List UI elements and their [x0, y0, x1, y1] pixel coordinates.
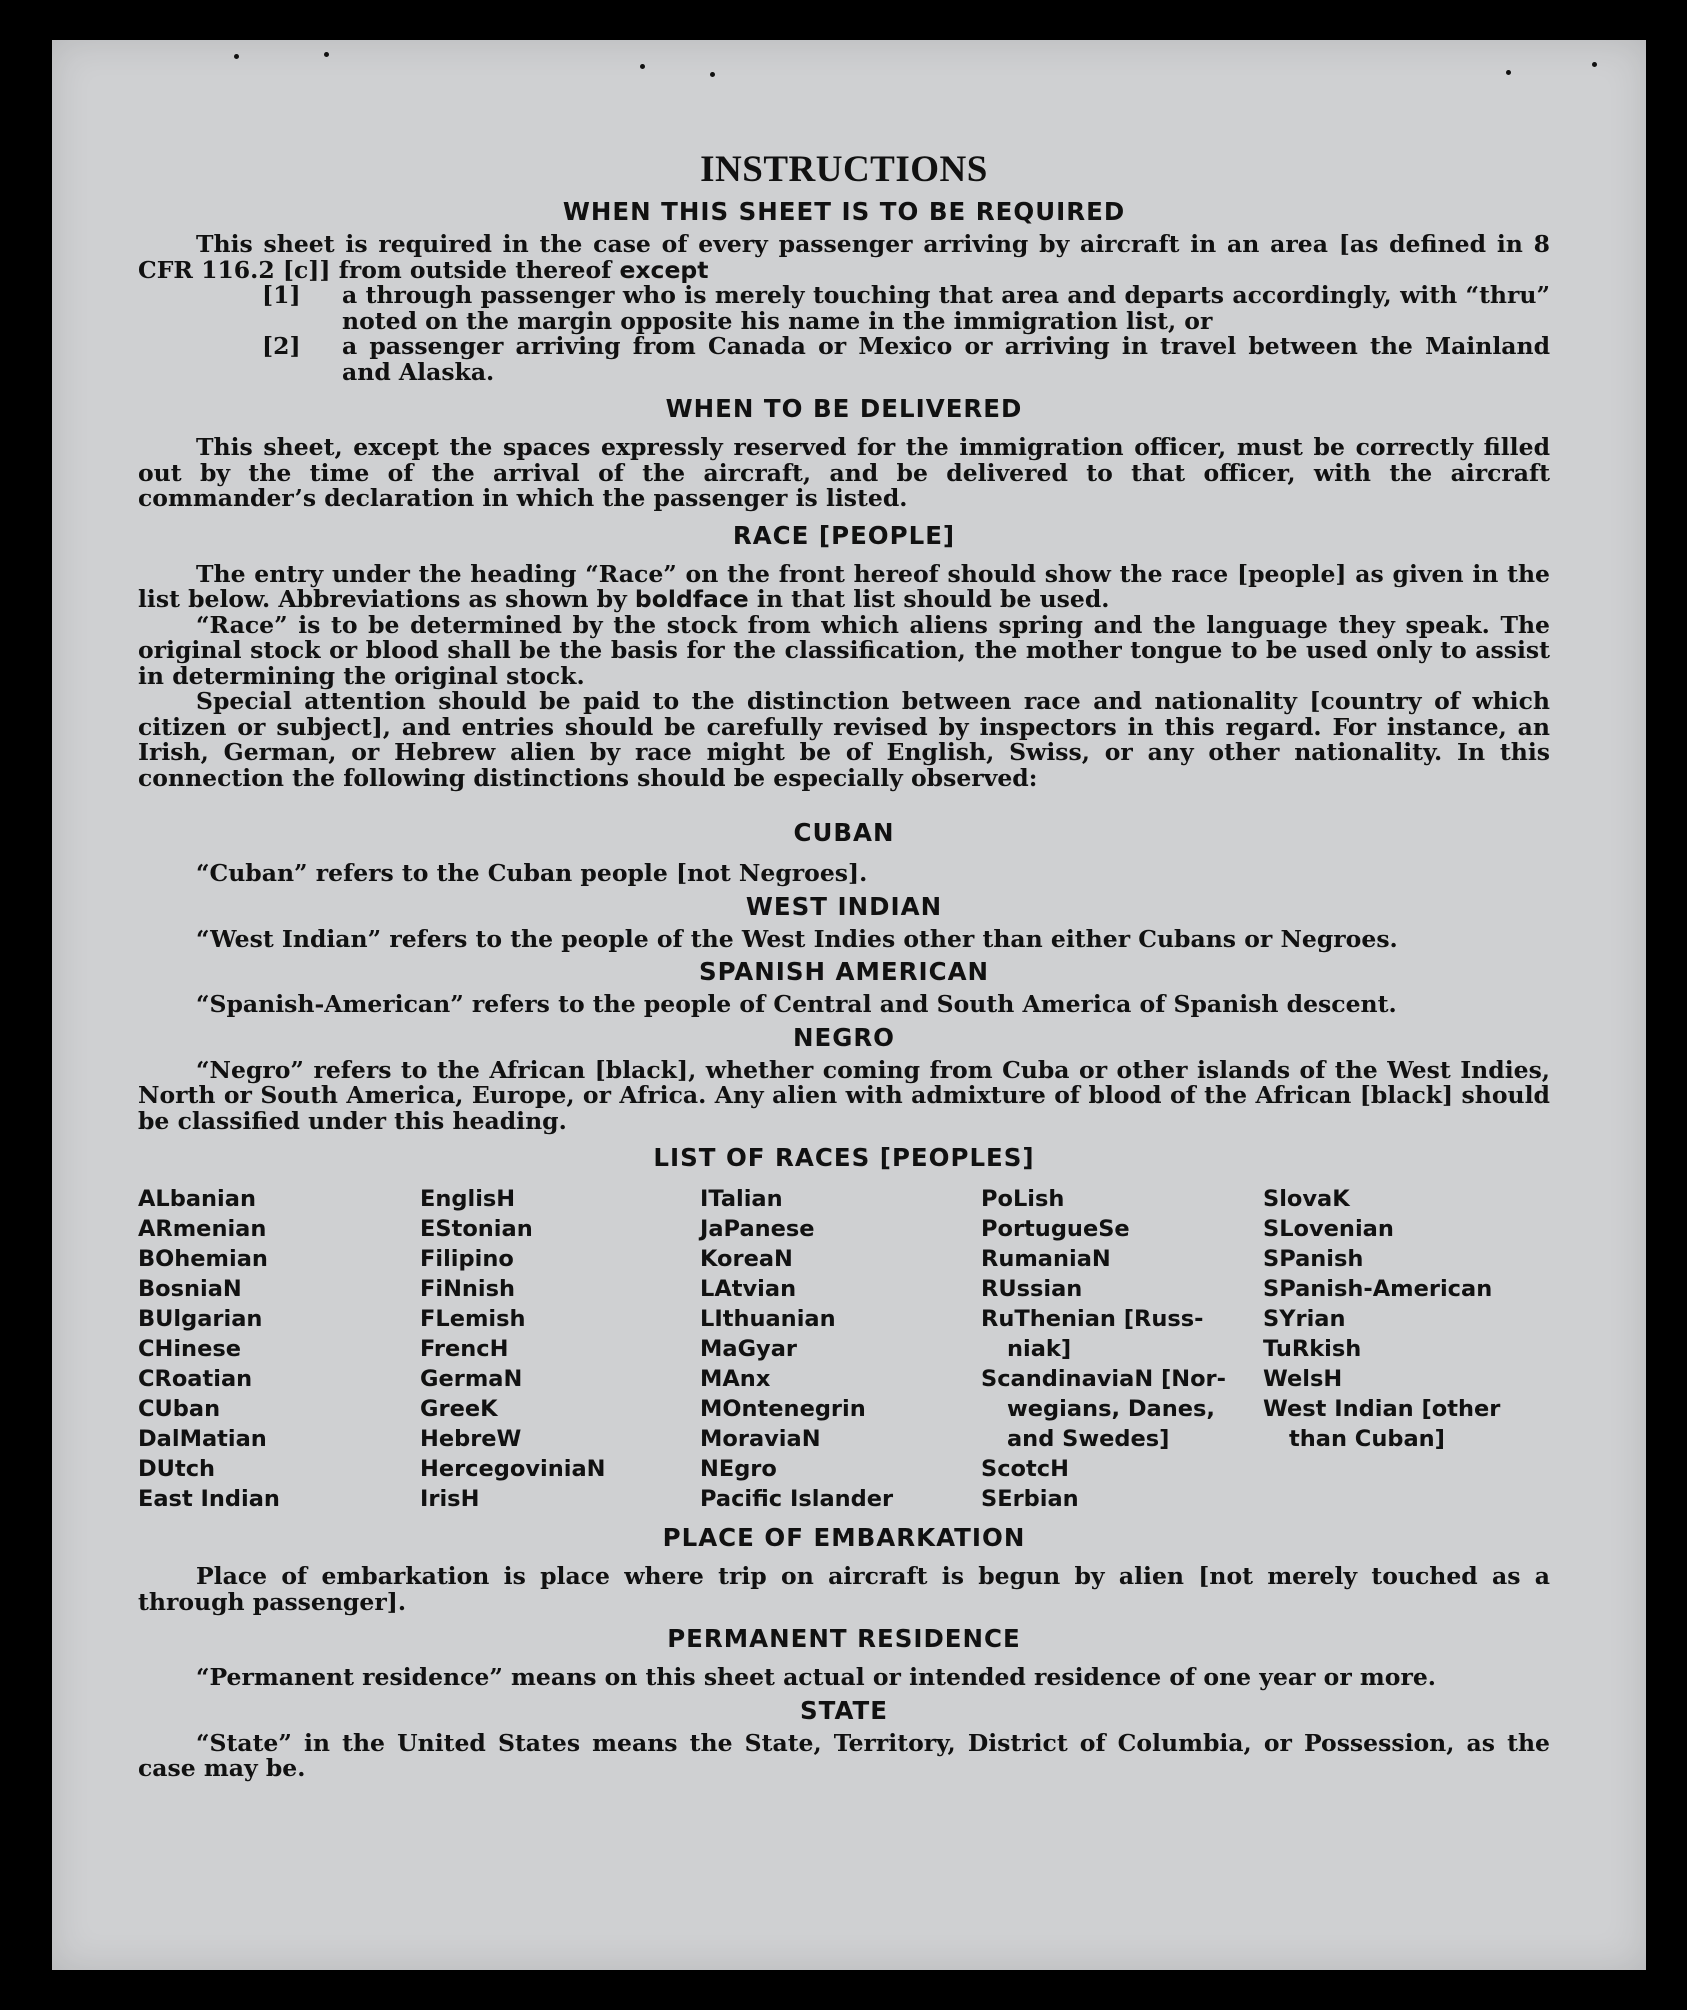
section-heading-west-indian: WEST INDIAN: [745, 891, 943, 921]
race-entry: MaGyar: [700, 1336, 797, 1362]
race-entry: wegians, Danes,: [1007, 1396, 1215, 1422]
race-entry: PortugueSe: [981, 1216, 1130, 1242]
race-entry: RUssian: [981, 1276, 1083, 1302]
race-entry: EStonian: [420, 1216, 533, 1242]
race-entry: CRoatian: [138, 1366, 253, 1392]
race-entry: GermaN: [420, 1366, 523, 1392]
race-entry: SPanish: [1263, 1246, 1364, 1272]
required-intro-emphasis: except: [619, 255, 709, 284]
race-entry: MoraviaN: [700, 1426, 821, 1452]
race-entry: BosniaN: [138, 1276, 242, 1302]
section-heading-negro: NEGRO: [792, 1022, 896, 1052]
section-heading-spanish-american: SPANISH AMERICAN: [698, 957, 990, 986]
punch-mark: [324, 52, 329, 57]
race-entry: SPanish-American: [1263, 1276, 1493, 1302]
section-heading-required: WHEN THIS SHEET IS TO BE REQUIRED: [562, 197, 1126, 226]
punch-mark: [1506, 70, 1511, 75]
race-entry: BUlgarian: [138, 1306, 263, 1332]
race-entry: GreeK: [420, 1396, 498, 1422]
race-entry: Pacific Islander: [700, 1486, 894, 1512]
instruction-sheet: [52, 40, 1646, 1970]
race-entry: ALbanian: [138, 1186, 256, 1212]
race-paragraph-1: [138, 559, 1550, 613]
race-entry: KoreaN: [700, 1246, 793, 1272]
section-heading-state: STATE: [800, 1695, 888, 1725]
race-entry: CUban: [138, 1396, 221, 1422]
race-entry: CHinese: [138, 1336, 241, 1362]
embarkation-text: Place of embarkation is place where trip on aircraft is begun by alien [not merely touched as a through passenger].: [138, 1562, 1550, 1616]
race-column-5: [1263, 1184, 1563, 1514]
race-entry: HebreW: [420, 1426, 522, 1452]
race-entry: RuThenian [Russ-: [981, 1306, 1204, 1332]
race-column-1: [138, 1184, 420, 1514]
race-entry: ScandinaviaN [Nor-: [981, 1366, 1226, 1392]
required-item-text: a through passenger who is merely touching that area and departs accordingly, with “thru” noted on the margin opposite his name in the immigration list, or: [342, 281, 1550, 335]
required-item-1: [138, 283, 1550, 334]
race-entry: FLemish: [420, 1306, 526, 1332]
punch-mark: [710, 72, 715, 77]
race-entry: SlovaK: [1263, 1186, 1350, 1212]
section-heading-permanent-residence: PERMANENT RESIDENCE: [667, 1624, 1021, 1653]
race-column-3: [700, 1184, 981, 1514]
race-entry: and Swedes]: [1007, 1426, 1170, 1452]
race-entry: SYrian: [1263, 1306, 1346, 1332]
required-intro-text: This sheet is required in the case of every passenger arriving by aircraft in an area [as defined in 8 CFR 116.2 [c]] from outside thereof: [138, 230, 1550, 284]
race-entry: LAtvian: [700, 1276, 797, 1302]
section-heading-list-of-races: LIST OF RACES [PEOPLES]: [653, 1143, 1035, 1172]
race-entry: East Indian: [138, 1486, 280, 1512]
race-entry: ITalian: [700, 1186, 783, 1212]
page-title: INSTRUCTIONS: [700, 149, 988, 190]
permanent-residence-text: “Permanent residence” means on this sheet actual or intended residence of one year or more.: [196, 1663, 1436, 1691]
race-entry: FiNnish: [420, 1276, 516, 1302]
race-entry: MOntenegrin: [700, 1396, 866, 1422]
race-paragraph-2: “Race” is to be determined by the stock from which aliens spring and the language they speak. The original stock or blood shall be the basis for the classification, the mother tongue to be used only to assist in determining the original stock.: [138, 610, 1550, 690]
punch-mark: [640, 64, 645, 69]
punch-mark: [234, 54, 239, 59]
punch-mark: [1592, 62, 1597, 67]
race-entry: TuRkish: [1263, 1336, 1362, 1362]
race-entry: SErbian: [981, 1486, 1079, 1512]
race-entry: EnglisH: [420, 1186, 516, 1212]
section-heading-cuban: CUBAN: [793, 818, 895, 847]
state-text: “State” in the United States means the State, Territory, District of Columbia, or Possession, as the case may be.: [138, 1728, 1550, 1782]
race-entry: IrisH: [420, 1486, 480, 1512]
race-paragraph-3: Special attention should be paid to the distinction between race and nationality [country of which citizen or subject], and entries should be carefully revised by inspectors in this regard. For instance, an Irish, German, or Hebrew alien by race might be of English, Swiss, or any other nationality. In this connection the following distinctions should be especially observed:: [138, 687, 1550, 792]
race-entry: WelsH: [1263, 1366, 1343, 1392]
race-entry: DUtch: [138, 1456, 216, 1482]
required-intro: [138, 232, 1550, 283]
race-entry: BOhemian: [138, 1246, 268, 1272]
race-p1-emphasis: boldface: [634, 585, 749, 613]
section-heading-race: RACE [PEOPLE]: [732, 520, 956, 550]
race-entry: PoLish: [981, 1186, 1065, 1212]
race-entry: SLovenian: [1263, 1216, 1394, 1242]
section-heading-embarkation: PLACE OF EMBARKATION: [662, 1523, 1026, 1552]
race-entry: HercegoviniaN: [420, 1456, 606, 1482]
race-entry: JaPanese: [700, 1216, 815, 1242]
west-indian-text: “West Indian” refers to the people of the West Indies other than either Cubans or Negroes.: [196, 924, 1398, 953]
required-item-text: a passenger arriving from Canada or Mexico or arriving in travel between the Mainland and Alaska.: [342, 332, 1550, 386]
race-entry: than Cuban]: [1289, 1426, 1445, 1452]
race-column-2: [420, 1184, 700, 1514]
required-item-2: [138, 334, 1550, 385]
race-entry: LIthuanian: [700, 1306, 836, 1332]
negro-text: “Negro” refers to the African [black], whether coming from Cuba or other islands of the West Indies, North or South America, Europe, or Africa. Any alien with admixture of blood of the African [black] should be classified under this heading.: [138, 1055, 1550, 1135]
race-entry: MAnx: [700, 1366, 771, 1392]
required-item-number: [2]: [262, 332, 301, 360]
race-entry: ARmenian: [138, 1216, 267, 1242]
cuban-text: “Cuban” refers to the Cuban people [not Negroes].: [196, 859, 868, 887]
race-entry: ScotcH: [981, 1456, 1069, 1482]
required-item-number: [1]: [262, 281, 301, 309]
race-entry: NEgro: [700, 1456, 777, 1482]
race-entry: niak]: [1007, 1336, 1072, 1362]
delivered-text: This sheet, except the spaces expressly reserved for the immigration officer, must be correctly filled out by the time of the arrival of the aircraft, and be delivered to that officer, with the aircraft commander’s declaration in which the passenger is listed.: [138, 433, 1550, 512]
race-entry: FrencH: [420, 1336, 509, 1362]
race-entry: West Indian [other: [1263, 1396, 1501, 1422]
race-entry: RumaniaN: [981, 1246, 1111, 1272]
race-column-4: [981, 1184, 1263, 1514]
section-heading-delivered: WHEN TO BE DELIVERED: [665, 394, 1023, 423]
race-list: [138, 1184, 1550, 1514]
race-entry: Filipino: [420, 1246, 514, 1272]
spanish-american-text: “Spanish-American” refers to the people of Central and South America of Spanish descent.: [196, 990, 1397, 1018]
race-p1-text-end: in that list should be used.: [748, 585, 1110, 613]
race-p1-text: The entry under the heading “Race” on the front hereof should show the race [people] as given in the list below. Abbreviations as shown by: [138, 559, 1550, 613]
race-entry: DalMatian: [138, 1426, 267, 1452]
